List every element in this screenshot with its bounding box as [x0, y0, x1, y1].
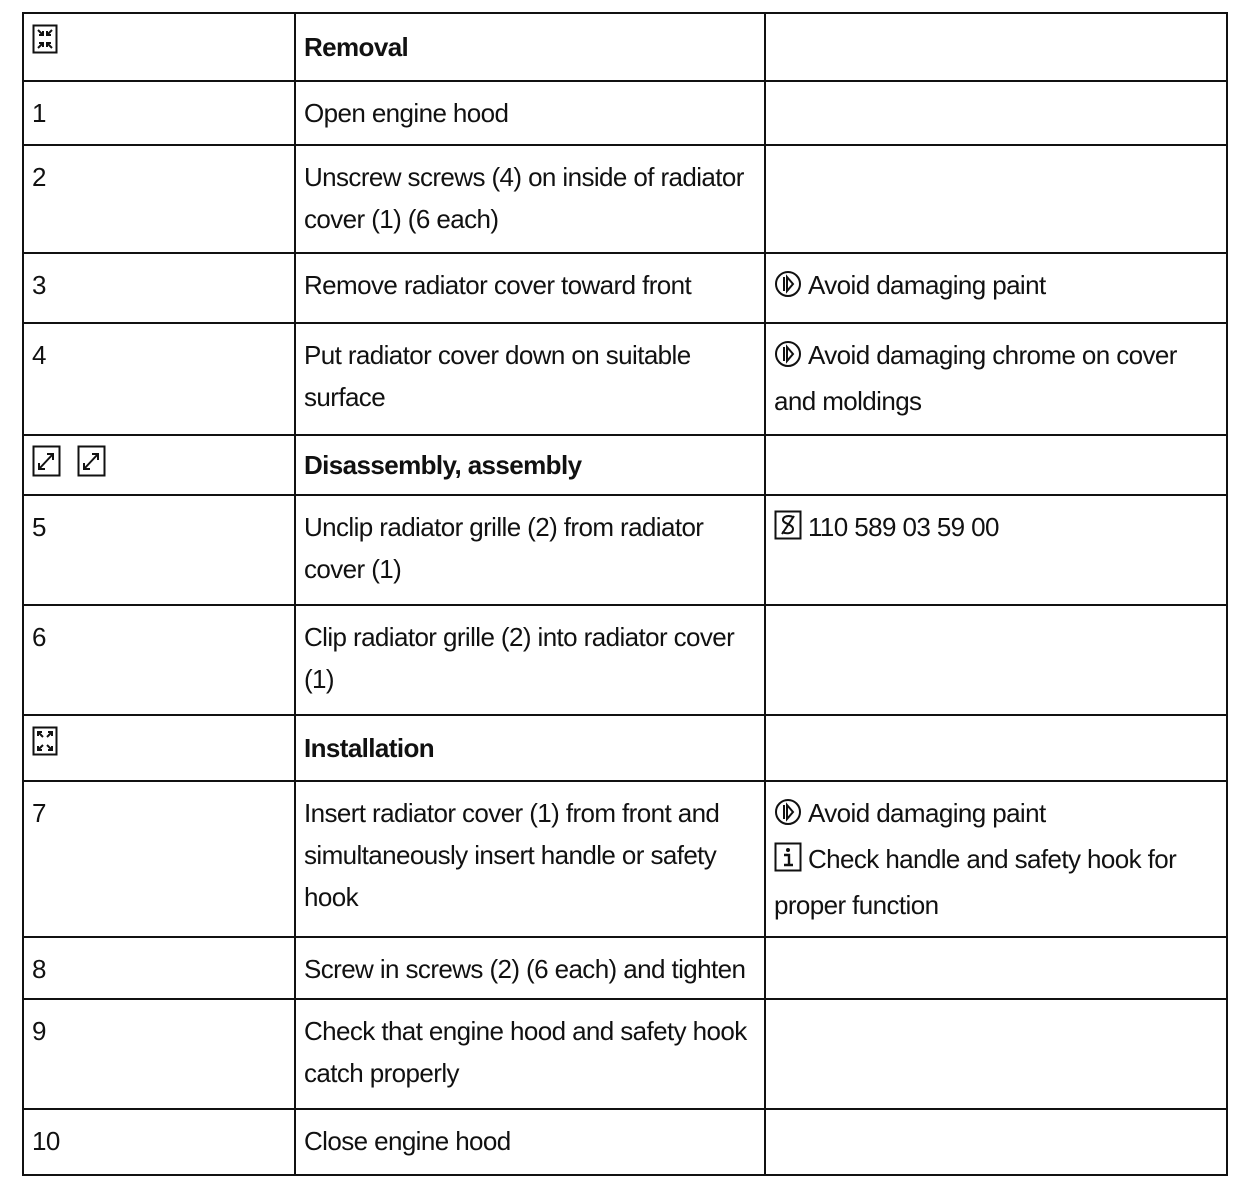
step-number: 1: [23, 81, 295, 145]
step-note: [774, 506, 1218, 552]
step-row: [23, 323, 1227, 435]
step-text: Check that engine hood and safety hook catch properly: [295, 999, 765, 1109]
section-header-row: [23, 715, 1227, 781]
step-notes: [765, 323, 1227, 435]
step-notes: [765, 605, 1227, 715]
section-title: Installation: [295, 715, 765, 781]
section-notes-cell: [765, 13, 1227, 81]
step-note: [774, 334, 1218, 422]
step-notes: [765, 253, 1227, 323]
step-row: [23, 495, 1227, 605]
step-row: [23, 999, 1227, 1109]
step-row: [23, 937, 1227, 999]
step-text: Remove radiator cover toward front: [295, 253, 765, 323]
step-note: [774, 792, 1218, 838]
step-number: 8: [23, 937, 295, 999]
step-row: [23, 145, 1227, 253]
section-header-row: [23, 13, 1227, 81]
step-note: [774, 264, 1218, 310]
section-header-row: [23, 435, 1227, 495]
section-notes-cell: [765, 715, 1227, 781]
disassembly-assembly-icon: [32, 445, 108, 489]
step-text: Close engine hood: [295, 1109, 765, 1175]
step-notes: [765, 145, 1227, 253]
caution-icon: [774, 796, 802, 838]
step-note-text: 110 589 03 59 00: [808, 512, 999, 542]
step-notes: [765, 81, 1227, 145]
caution-icon: [774, 268, 802, 310]
section-icon-cell: [23, 13, 295, 81]
section-icon-cell: [23, 715, 295, 781]
step-note-text: Avoid damaging paint: [808, 798, 1046, 828]
section-title: Disassembly, assembly: [295, 435, 765, 495]
caution-icon: [774, 338, 802, 380]
step-number: 9: [23, 999, 295, 1109]
step-number: 5: [23, 495, 295, 605]
step-note-text: Avoid damaging paint: [808, 270, 1046, 300]
step-text: Clip radiator grille (2) into radiator cover (1): [295, 605, 765, 715]
step-notes: [765, 1109, 1227, 1175]
removal-icon: [32, 24, 58, 66]
step-row: [23, 1109, 1227, 1175]
step-notes: [765, 495, 1227, 605]
step-note: [774, 838, 1218, 926]
step-notes: [765, 937, 1227, 999]
special-tool-icon: [774, 510, 802, 552]
procedure-table-body: [23, 13, 1227, 1175]
step-number: 7: [23, 781, 295, 937]
step-number: 10: [23, 1109, 295, 1175]
step-text: Screw in screws (2) (6 each) and tighten: [295, 937, 765, 999]
section-notes-cell: [765, 435, 1227, 495]
step-row: [23, 605, 1227, 715]
step-text: Unscrew screws (4) on inside of radiator cover (1) (6 each): [295, 145, 765, 253]
step-note-text: Check handle and safety hook for proper function: [774, 844, 1177, 920]
step-notes: [765, 999, 1227, 1109]
step-number: 6: [23, 605, 295, 715]
step-row: [23, 81, 1227, 145]
procedure-table: [22, 12, 1228, 1176]
step-text: Put radiator cover down on suitable surface: [295, 323, 765, 435]
step-number: 4: [23, 323, 295, 435]
step-row: [23, 253, 1227, 323]
info-icon: [774, 842, 802, 884]
step-number: 3: [23, 253, 295, 323]
installation-icon: [32, 726, 58, 768]
step-number: 2: [23, 145, 295, 253]
step-text: Insert radiator cover (1) from front and simultaneously insert handle or safety hook: [295, 781, 765, 937]
step-notes: [765, 781, 1227, 937]
step-note-text: Avoid damaging chrome on cover and moldings: [774, 340, 1177, 416]
step-text: Unclip radiator grille (2) from radiator cover (1): [295, 495, 765, 605]
step-text: Open engine hood: [295, 81, 765, 145]
section-title: Removal: [295, 13, 765, 81]
section-icon-cell: [23, 435, 295, 495]
step-row: [23, 781, 1227, 937]
